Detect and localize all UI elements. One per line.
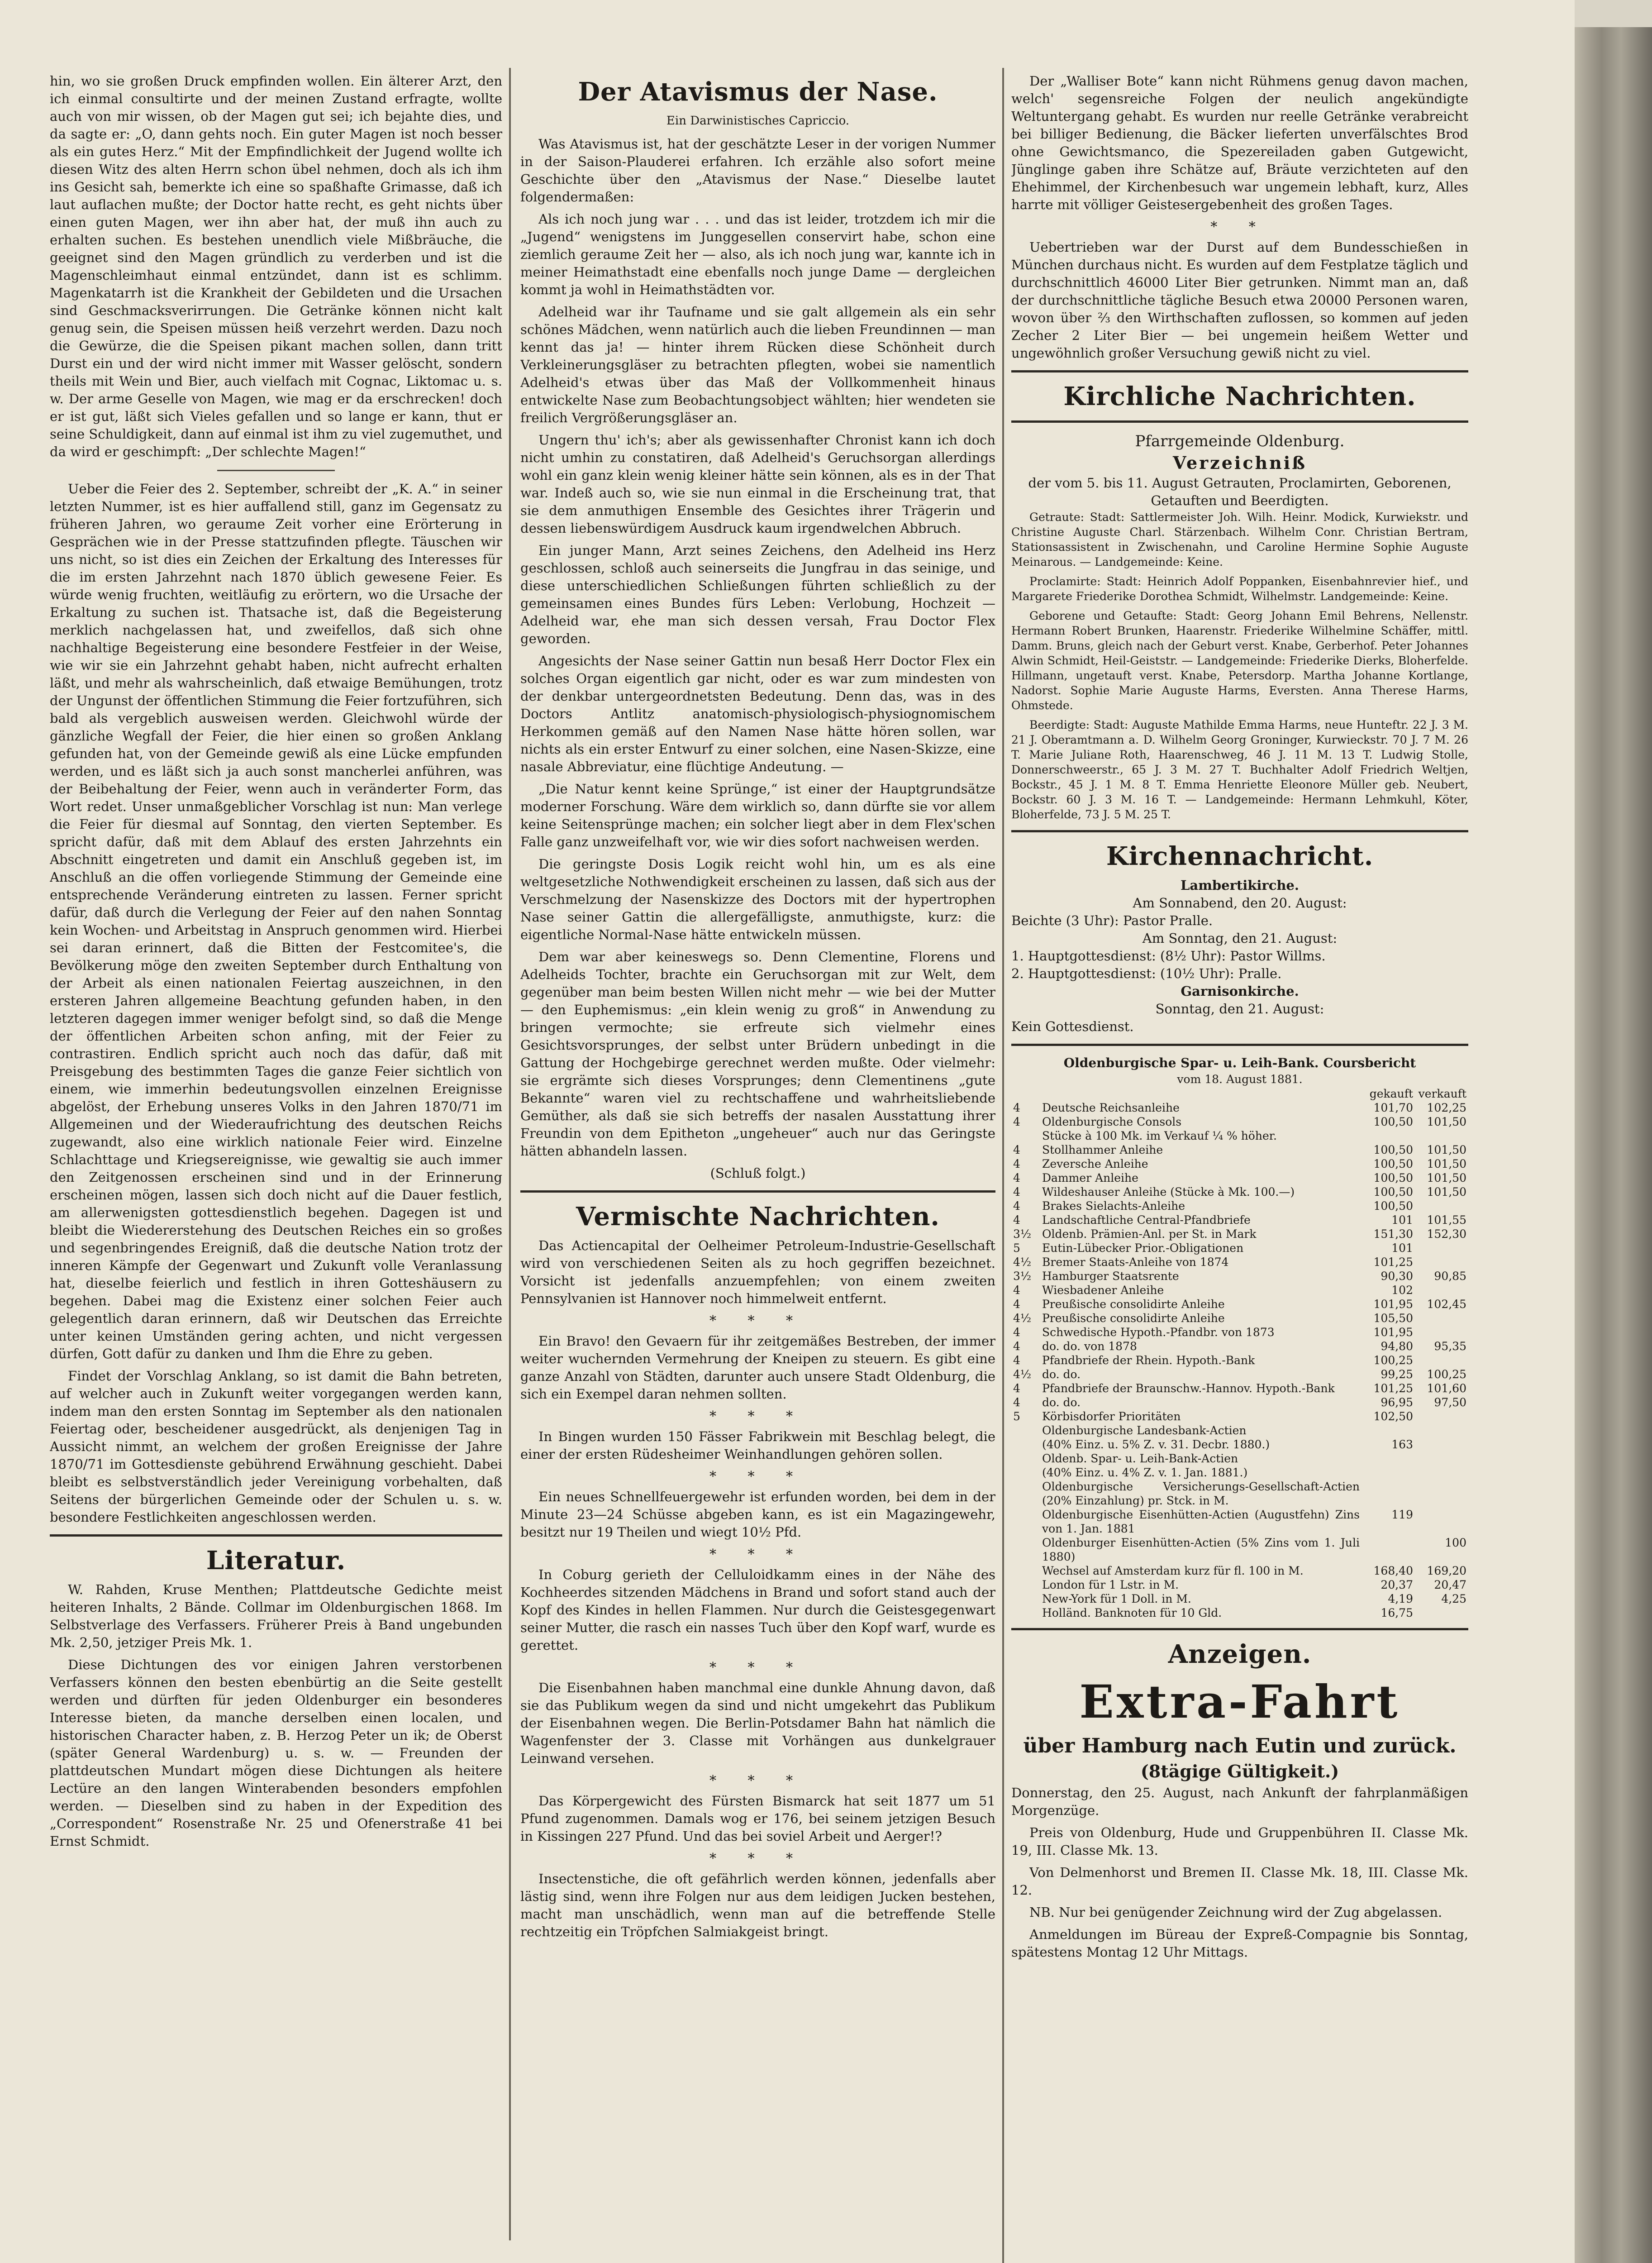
feuilleton-paragraph: Was Atavismus ist, hat der geschätzte Leser in der vorigen Nummer in der Saison-Plauderei erfahren. Ich erzähle also sofort meine Geschichte über den „Atavismus der Nase.“ Dieselbe lautet folgendermaßen: <box>520 136 995 205</box>
news-item: Ein Bravo! den Gevaern für ihr zeitgemäßes Bestreben, der immer weiter wuchernden Vermehrung der Kneipen zu steuern. Es gibt eine ganze Anzahl von Städten, darunter auch unsere Stadt Oldenburg, die sich ein Exempel daran nehmen sollten. <box>520 1333 995 1402</box>
table-row <box>1011 1185 1468 1199</box>
church-line: Beichte (3 Uhr): Pastor Pralle. <box>1011 913 1213 928</box>
table-row <box>1011 1129 1468 1143</box>
price-sold <box>1415 1241 1468 1255</box>
kirchliche-heading: Kirchliche Nachrichten. <box>1063 382 1416 411</box>
security-name: Stücke à 100 Mk. im Verkauf ¼ % höher. <box>1042 1129 1277 1142</box>
price-sold: 100,25 <box>1427 1368 1466 1381</box>
table-row <box>1011 1143 1468 1157</box>
table-row <box>1011 1311 1468 1325</box>
feuilleton-subheading: Ein Darwinistisches Capriccio. <box>666 114 850 128</box>
section-divider <box>1011 1628 1468 1630</box>
price-sold <box>1415 1423 1468 1437</box>
price-sold: 101,55 <box>1427 1213 1466 1227</box>
security-name: do. do. von 1878 <box>1042 1340 1137 1353</box>
table-row <box>1011 1101 1468 1115</box>
rate-percent: 3½ <box>1013 1270 1032 1283</box>
price-sold: 169,20 <box>1427 1564 1466 1577</box>
feuilleton-heading: Der Atavismus der Nase. <box>578 77 938 107</box>
section-divider <box>1011 370 1468 372</box>
price-sold <box>1415 1508 1468 1536</box>
rate-percent <box>1011 1466 1040 1480</box>
star-separator: * * * <box>709 1773 807 1789</box>
security-name: Holländ. Banknoten für 10 Gld. <box>1042 1606 1222 1619</box>
rate-percent: 4 <box>1013 1396 1020 1409</box>
price-sold: 101,50 <box>1427 1143 1466 1156</box>
anzeigen-heading: Anzeigen. <box>1168 1639 1312 1669</box>
rate-percent <box>1011 1437 1040 1451</box>
price-sold <box>1415 1606 1468 1620</box>
security-name: Oldenb. Spar- u. Leih-Bank-Actien <box>1042 1452 1238 1465</box>
price-bought: 151,30 <box>1373 1227 1413 1241</box>
security-name: Stollhammer Anleihe <box>1042 1143 1163 1156</box>
security-name: (40% Einz. u. 5% Z. v. 31. Decbr. 1880.) <box>1042 1438 1270 1451</box>
feuilleton-paragraph: „Die Natur kennt keine Sprünge,“ ist einer der Hauptgrundsätze moderner Forschung. Wäre dem wirklich so, dann dürfte sie vor allem keine Seitensprünge machen; ein solcher liegt aber in dem Flex'schen Falle ganz unzweifelhaft vor, wie wir dies sofort nachweisen werden. <box>520 781 995 850</box>
star-separator: * * <box>1210 219 1269 235</box>
book-edge <box>1575 27 1652 2263</box>
security-name: Oldenburger Eisenhütten-Actien (5% Zins vom 1. Juli 1880) <box>1042 1536 1360 1563</box>
security-name: Preußische consolidirte Anleihe <box>1042 1312 1225 1325</box>
star-separator: * * * <box>709 1469 807 1485</box>
column-rule-right <box>1002 68 1004 2263</box>
price-sold: 90,85 <box>1434 1270 1466 1283</box>
news-item: In Coburg gerieth der Celluloidkamm eines in der Nähe des Kochheerdes sitzenden Mädchens in Brand und sofort stand auch der Kopf des Kindes in hellen Flammen. Nur durch die Geistesgegenwart seiner Mutter, die rasch ein nasses Tuch über den Kopf warf, wurde es gerettet. <box>520 1567 995 1653</box>
price-sold: 102,45 <box>1427 1298 1466 1311</box>
rate-percent: 4 <box>1013 1101 1020 1114</box>
security-name: Preußische consolidirte Anleihe <box>1042 1298 1225 1311</box>
table-row <box>1011 1353 1468 1367</box>
price-sold <box>1415 1129 1468 1143</box>
lambertikirche-title: Lambertikirche. <box>1181 878 1299 893</box>
table-row <box>1011 1241 1468 1255</box>
security-name: Wildeshauser Anleihe (Stücke à Mk. 100.—) <box>1042 1185 1295 1198</box>
news-item: Die Eisenbahnen haben manchmal eine dunkle Ahnung davon, daß sie das Publikum wegen da sind und nicht umgekehrt das Publikum der Eisenbahnen wegen. Die Berlin-Potsdamer Bahn hat nämlich die Wagenfenster der 3. Classe mit Vorhängen aus dunkelgrauer Leinwand versehen. <box>520 1680 995 1766</box>
column-2 <box>520 72 995 2263</box>
price-sold: 100 <box>1445 1536 1466 1549</box>
security-name: Pfandbriefe der Rhein. Hypoth.-Bank <box>1042 1354 1255 1367</box>
rate-percent: 4 <box>1013 1115 1020 1128</box>
security-name: Wiesbadener Anleihe <box>1042 1284 1164 1297</box>
literatur-entry: W. Rahden, Kruse Menthen; Plattdeutsche Gedichte meist heiteren Inhalts, 2 Bände. Collmar im Oldenburgischen 1868. Im Selbstverlage des Verfassers. Früherer Preis à Band ungebunden Mk. 2,50, jetziger Preis Mk. 1. <box>50 1582 502 1650</box>
note-line: NB. Nur bei genügender Zeichnung wird der Zug abgelassen. <box>1029 1905 1443 1920</box>
feuilleton-paragraph: Dem war aber keineswegs so. Denn Clementine, Florens und Adelheids Tochter, brachte ein Geruchsorgan mit zur Welt, dem gegenüber man beim besten Willen nicht mehr — wie bei der Mutter — den Euphemismus: „ein klein wenig zu groß“ in Anwendung zu bringen vermochte; sie erfreute sich vielmehr eines Gesichtsvorsprunges, der selbst unter Brüdern unbedingt in die Gattung der Hochgebirge gerechnet werden mußte. Oder vielmehr: sie ergrämte sich dieses Vorsprunges; denn Clementinens „gute Bekannte“ waren viel zu rechtschaffene und wahrheitsliebende Gemüther, als daß sie sich betreffs der nasalen Ausstattung ihrer Freundin von dem Epitheton „ungeheuer“ auch nur das Geringste hätten abhandeln lassen. <box>520 949 995 1159</box>
church-line: 1. Hauptgottesdienst: (8½ Uhr): Pastor Willms. <box>1011 948 1326 964</box>
table-row <box>1011 1171 1468 1185</box>
price-sold: 102,25 <box>1427 1101 1466 1114</box>
table-row <box>1011 1381 1468 1395</box>
rate-percent: 4½ <box>1013 1368 1032 1381</box>
price-sold <box>1415 1437 1468 1451</box>
continuation-note: (Schluß folgt.) <box>710 1165 806 1181</box>
security-name: Oldenb. Prämien-Anl. per St. in Mark <box>1042 1227 1257 1241</box>
table-row <box>1011 1564 1468 1578</box>
table-row <box>1011 1508 1468 1536</box>
price-bought: 105,50 <box>1373 1312 1413 1325</box>
price-bought: 100,50 <box>1373 1185 1413 1198</box>
price-sold <box>1415 1353 1468 1367</box>
column-1 <box>50 72 502 2263</box>
rate-percent <box>1011 1578 1040 1592</box>
security-name: New-York für 1 Doll. in M. <box>1042 1592 1191 1605</box>
registration-line: Anmeldungen im Büreau der Expreß-Compagnie bis Sonntag, spätestens Montag 12 Uhr Mittags. <box>1011 1927 1468 1960</box>
rate-percent <box>1011 1592 1040 1606</box>
rate-percent <box>1011 1480 1040 1508</box>
church-line: Am Sonnabend, den 20. August: <box>1133 895 1347 911</box>
price-bought: 100,50 <box>1373 1199 1413 1213</box>
security-name: do. do. <box>1042 1368 1081 1381</box>
news-item: Das Körpergewicht des Fürsten Bismarck hat seit 1877 um 51 Pfund zugenommen. Damals wog er 176, bei seinem jetzigen Besuch in Kissingen 227 Pfund. Und das bei soviel Arbeit und Aerger!? <box>520 1793 995 1844</box>
rate-percent: 4 <box>1013 1284 1020 1297</box>
proclamirte-list: Proclamirte: Stadt: Heinrich Adolf Poppanken, Eisenbahnrevier hief., und Margarete Friederike Dorothea Schmidt, Wilhelmstr. Landgemeinde: Keine. <box>1011 575 1468 603</box>
news-item: Uebertrieben war der Durst auf dem Bundesschießen in München durchaus nicht. Es wurden auf dem Festplatze täglich und durchschnittlich 46000 Liter Bier getrunken. Nimmt man an, daß der durchschnittliche tägliche Besuch etwa 20000 Personen waren, wovon über ⅔ den Wirthschaften zuflossen, so kommen auf jeden Zecher 2 Liter Bier — bei ungemein heißem Wetter und ungewöhnlich großer Versuchung gewiß nicht zu viel. <box>1011 239 1468 361</box>
price-bought: 100,50 <box>1373 1143 1413 1156</box>
table-row <box>1011 1255 1468 1269</box>
coursbericht-heading: Oldenburgische Spar- u. Leih-Bank. Coursbericht <box>1063 1055 1416 1070</box>
security-name: (40% Einz. u. 4% Z. v. 1. Jan. 1881.) <box>1042 1466 1248 1479</box>
rate-percent: 5 <box>1013 1241 1020 1255</box>
security-name: Dammer Anleihe <box>1042 1171 1138 1184</box>
star-separator: * * * <box>709 1547 807 1562</box>
price-bought <box>1362 1451 1415 1466</box>
rate-percent: 4 <box>1013 1199 1020 1213</box>
security-name: do. do. <box>1042 1396 1081 1409</box>
feuilleton-paragraph: Die geringste Dosis Logik reicht wohl hin, um es als eine weltgesetzliche Nothwendigkeit erscheinen zu lassen, daß sich aus der Verschmelzung der Nasenskizze des Doctors mit der hypertrophen Nase seiner Gattin die allergefälligste, anmuthigste, kurz: die eigentliche Normal-Nase hätte entwickeln müssen. <box>520 856 995 942</box>
price-bought: 101 <box>1391 1213 1413 1227</box>
table-row <box>1011 1423 1468 1437</box>
col-verkauft: verkauft <box>1418 1087 1466 1100</box>
security-name: Bremer Staats-Anleihe von 1874 <box>1042 1256 1229 1269</box>
table-header <box>1011 1087 1468 1101</box>
coursbericht-table <box>1011 1087 1468 1620</box>
pfarrgemeinde-title: Pfarrgemeinde Oldenburg. <box>1135 432 1345 450</box>
price-sold <box>1415 1199 1468 1213</box>
news-item: In Bingen wurden 150 Fässer Fabrikwein mit Beschlag belegt, die einer der ersten Rüdesheimer Weinhandlungen gehören sollen. <box>520 1429 995 1462</box>
rate-percent <box>1011 1423 1040 1437</box>
article-sedan-feier: Ueber die Feier des 2. September, schreibt der „K. A.“ in seiner letzten Nummer, ist es hier auffallend still, ganz im Gegensatz zu früheren Jahren, wo geraume Zeit vorher eine Erörterung in Gesprächen wie in der Presse stattzufinden pflegte. Täuschen wir uns nicht, so ist dies ein Zeichen der Erkaltung des Interesses für die im ersten Jahrzehnt nach 1870 üblich gewesene Feier. Es würde wenig fruchten, weitläufig zu erörtern, wo die Ursache der Erkaltung zu suchen ist. Thatsache ist, daß die Begeisterung merklich nachgelassen hat, und zweifellos, daß sich ohne nachhaltige Begeisterung eine besondere Festfeier in der Weise, wie wir sie ein Jahrzehnt gehabt haben, nicht aufrecht erhalten läßt, und mehr als wahrscheinlich, daß etwaige Bemühungen, trotz der Ungunst der öffentlichen Stimmung die Feier fortzuführen, sich bald als vergeblich ausweisen werden. Gleichwohl würde der gänzliche Wegfall der Feier, die hier einen so großen Anklang gefunden hat, von der Gemeinde gewiß als eine Lücke empfunden werden, und es läßt sich ja auch sonst mancherlei anführen, was der Beibehaltung der Feier, wenn auch in veränderter Form, das Wort redet. Unser unmaßgeblicher Vorschlag ist nun: Man verlege die Feier für diesmal auf Sonntag, den vierten September. Es spricht dafür, daß mit dem Ablauf des ersten Jahrzehnts ein Abschnitt eingetreten und damit ein Anschluß gegeben ist, im Anschluß an die offen vorliegende Stimmung der Gemeinde eine entsprechende Veränderung eintreten zu lassen. Ferner spricht dafür, daß durch die Verlegung der Feier auf den nahen Sonntag kein Wochen- und Arbeitstag in Anspruch genommen wird. Hierbei sei daran erinnert, daß die Bitten der Festcomitee's, die Bevölkerung möge den zweiten September durch Enthaltung von der Arbeit als einen nationalen Feiertag auszeichnen, in den ersteren Jahren allgemeine Beachtung gefunden haben, in den letzteren dagegen immer weniger befolgt sind, so daß die Menge der öffentlichen Arbeiten schon anfing, mit der Feier zu contrastiren. Endlich spricht auch noch das dafür, daß mit Preisgebung des bestimmten Tages die ganze Feier sichtlich von einem, wie immerhin bedeutungsvollen einzelnen Ereignisse abgelöst, der Erhebung unseres Volks in den Jahren 1870/71 im Allgemeinen und der Wiederaufrichtung des deutschen Reichs zugewandt, also eine wirklich nationale Feier wird. Einzelne Schlachttage und Kriegsereignisse, wie gewaltig sie auch immer den Zeitgenossen erscheinen sind und in der Erinnerung erscheinen mögen, lassen sich doch nicht auf die Dauer festlich, am allerwenigsten gottesdienstlich begehen. Dagegen ist und bleibt die Wiedererstehung des Deutschen Reiches ein so großes und segenbringendes Ereigniß, daß die deutsche Nation trotz der inneren Kämpfe der Gegenwart und Zukunft volle Veranlassung hat, dieselbe feierlich und festlich in ihren Gotteshäusern zu begehen. Dabei mag die Existenz einer solchen Feier auch gelegentlich daran erinnern, daß wir Deutschen das Erreichte unter keinen Umständen gering achten, und nicht vergessen dürfen, Gott dafür zu danken und Ihm die Ehre zu geben. <box>50 481 502 1361</box>
price-sold: 97,50 <box>1434 1396 1466 1409</box>
price-bought: 100,50 <box>1373 1157 1413 1170</box>
security-name: Oldenburgische Consols <box>1042 1115 1182 1128</box>
table-row <box>1011 1297 1468 1311</box>
church-line: Kein Gottesdienst. <box>1011 1019 1134 1034</box>
price-bought: 101,25 <box>1373 1256 1413 1269</box>
price-sold: 101,50 <box>1427 1171 1466 1184</box>
table-row <box>1011 1283 1468 1297</box>
rate-percent: 5 <box>1013 1410 1020 1423</box>
section-divider <box>1011 420 1468 423</box>
article-sedan-feier-cont: Findet der Vorschlag Anklang, so ist damit die Bahn betreten, auf welcher auch in Zukunft weiter vorgegangen werden kann, indem man den ersten Sonntag im September als den nationalen Feiertag oder, bescheidener ausgedrückt, als denjenigen Tag in Aussicht nimmt, an welchem der großen Ereignisse der Jahre 1870/71 im Gottesdienste gebührend Erwähnung geschieht. Dabei bleibt es selbstverständlich jeder Vereinigung vorbehalten, daß Seitens der bürgerlichen Gemeinde oder der Schulen u. s. w. besondere Festlichkeiten angeschlossen werden. <box>50 1368 502 1525</box>
price-sold: 4,25 <box>1441 1592 1466 1605</box>
price-bought <box>1362 1536 1415 1564</box>
price-sold: 101,60 <box>1427 1382 1466 1395</box>
separator <box>217 470 335 471</box>
article-magen-end: hin, wo sie großen Druck empfinden wollen. Ein älterer Arzt, den ich einmal consultirte und der meinen Zustand erfragte, wollte auch von mir wissen, ob der Magen gut sei; ich bejahte dies, und da sagte er: „O, dann gehts noch. Ein guter Magen ist noch besser als ein gutes Herz.“ Mit der Empfindlichkeit der Jugend wollte ich diesen Witz des alten Herrn schon übel nehmen, doch als ich ihm ins Gesicht sah, bemerkte ich eine so spaßhafte Grimasse, daß ich laut auflachen mußte; der Doctor hatte recht, es geht nichts über einen guten Magen, wer ihn aber hat, der muß ihn auch zu erhalten suchen. Es bestehen unendlich viele Mißbräuche, die geeignet sind den Magen gründlich zu verderben und ist die Magenschleimhaut einmal entzündet, dann ist es schlimm. Magenkatarrh ist die Krankheit der Gebildeten und die Ursachen sind Geschmacksverirrungen. Die Getränke können nicht kalt genug sein, die Speisen müssen heiß verzehrt werden. Dazu noch die Gewürze, die die Speisen pikant machen sollen, dann tritt Durst ein und der wird nicht immer mit Wasser gelöscht, sondern theils mit Wein und Bier, auch vielfach mit Cognac, Liktomac u. s. w. Der arme Geselle von Magen, wie mag er da erschrecken! doch er ist gut, läßt sich Vieles gefallen und so lange er kann, thut er seine Schuldigkeit, dann auf einmal ist ihm zu viel zugemuthet, und da wird er geschimpft: „Der schlechte Magen!“ <box>50 73 502 459</box>
table-row <box>1011 1339 1468 1353</box>
price-bought: 96,95 <box>1381 1396 1413 1409</box>
price-bought: 101,95 <box>1373 1298 1413 1311</box>
table-row <box>1011 1536 1468 1564</box>
table-row <box>1011 1157 1468 1171</box>
price-bought: 168,40 <box>1373 1564 1413 1577</box>
price-bought: 102 <box>1391 1284 1413 1297</box>
table-row <box>1011 1367 1468 1381</box>
rate-percent: 4 <box>1013 1171 1020 1184</box>
kirchennachricht-heading: Kirchennachricht. <box>1106 841 1374 871</box>
price-bought: 100,25 <box>1373 1354 1413 1367</box>
security-name: London für 1 Lstr. in M. <box>1042 1578 1179 1591</box>
table-row <box>1011 1269 1468 1283</box>
price-sold <box>1415 1325 1468 1339</box>
rate-percent: 4 <box>1013 1382 1020 1395</box>
price-bought: 4,19 <box>1388 1592 1413 1605</box>
star-separator: * * * <box>709 1851 807 1867</box>
feuilleton-paragraph: Angesichts der Nase seiner Gattin nun besaß Herr Doctor Flex ein solches Organ eigentlich gar nicht, oder es war zum mindesten von der denkbar untergeordnetsten Bedeutung. Denn das, was in des Doctors Antlitz anatomisch-physiologisch-physiognomischem Herkommen gemäß auf den Namen Nase hätte hören sollen, war nichts als ein erster Entwurf zu einer solchen, eine Nasen-Skizze, eine nasale Abbreviatur, eine flüchtige Andeutung. — <box>520 653 995 774</box>
price-line: Von Delmenhorst und Bremen II. Classe Mk. 18, III. Classe Mk. 12. <box>1011 1865 1468 1898</box>
departure-date: Donnerstag, den 25. August, nach Ankunft der fahrplanmäßigen Morgenzüge. <box>1011 1785 1468 1818</box>
rate-percent <box>1011 1606 1040 1620</box>
verzeichnis-subtitle: der vom 5. bis 11. August Getrauten, Proclamirten, Geborenen, Getauften und Beerdigten. <box>1028 475 1452 508</box>
table-row <box>1011 1592 1468 1606</box>
rate-percent <box>1011 1451 1040 1466</box>
price-bought: 101,25 <box>1373 1382 1413 1395</box>
church-line: Garnisonkirche. <box>1181 983 1299 999</box>
price-bought: 101,70 <box>1373 1101 1413 1114</box>
feuilleton-paragraph: Ein junger Mann, Arzt seines Zeichens, den Adelheid ins Herz geschlossen, schloß auch seinerseits die Jungfrau in das seinige, und diese unterschiedlichen Schließungen führten schließlich zu der gemeinsamen eines Bundes fürs Leben: Verlobung, Hochzeit — Adelheid war, ehe man sich dessen versah, Frau Doctor Flex geworden. <box>520 543 995 646</box>
price-line: Preis von Oldenburg, Hude und Gruppenbühren II. Classe Mk. 19, III. Classe Mk. 13. <box>1011 1825 1468 1858</box>
col-gekauft: gekauft <box>1369 1087 1413 1100</box>
coursbericht-rows <box>1011 1101 1468 1620</box>
section-divider <box>50 1534 502 1537</box>
table-row <box>1011 1325 1468 1339</box>
table-row <box>1011 1199 1468 1213</box>
price-sold <box>1415 1466 1468 1480</box>
getraute-list: Getraute: Stadt: Sattlermeister Joh. Wilh. Heinr. Modick, Kurwiekstr. und Christine Auguste Charl. Stärzenbach. Wilhelm Conr. Christian Bertram, Stationsassistent in Zwischenahn, und Caroline Hermine Sophie Auguste Meinarous. — Landgemeinde: Keine. <box>1011 511 1468 568</box>
table-row <box>1011 1480 1468 1508</box>
news-item: Ein neues Schnellfeuergewehr ist erfunden worden, bei dem in der Minute 23—24 Schüsse abgeben kann, es ist ein Magazingewehr, besitzt nur 19 Theilen und wiegt 10½ Pfd. <box>520 1489 995 1540</box>
rate-percent: 4 <box>1013 1157 1020 1170</box>
price-sold: 95,35 <box>1434 1340 1466 1353</box>
price-sold: 101,50 <box>1427 1157 1466 1170</box>
security-name: Schwedische Hypoth.-Pfandbr. von 1873 <box>1042 1326 1275 1339</box>
price-bought: 94,80 <box>1381 1340 1413 1353</box>
table-row <box>1011 1227 1468 1241</box>
security-name: Oldenburgische Landesbank-Actien <box>1042 1424 1247 1437</box>
security-name: Landschaftliche Central-Pfandbriefe <box>1042 1213 1251 1227</box>
price-sold <box>1415 1283 1468 1297</box>
table-row <box>1011 1395 1468 1409</box>
literatur-review: Diese Dichtungen des vor einigen Jahren verstorbenen Verfassers können den besten ebenbürtig an die Seite gestellt werden und dürften für jeden Oldenburger ein besonderes Interesse bieten, da manche derselben einen localen, und historischen Character haben, z. B. Herzog Peter un ik; de Oberst (später General Wardenburg) u. s. w. — Freunden der plattdeutschen Mundart mögen diese Dichtungen als heitere Lectüre an den langen Winterabenden besonders empfohlen werden. — Dieselben sind zu haben in der Expedition des „Correspondent“ Rosenstraße Nr. 25 und Ofenerstraße 41 bei Ernst Schmidt. <box>50 1657 502 1849</box>
section-divider <box>1011 1044 1468 1046</box>
table-row <box>1011 1451 1468 1466</box>
rate-percent: 4 <box>1013 1354 1020 1367</box>
literatur-heading: Literatur. <box>206 1546 346 1576</box>
rate-percent: 4 <box>1013 1185 1020 1198</box>
rate-percent <box>1011 1564 1040 1578</box>
price-sold: 152,30 <box>1427 1227 1466 1241</box>
security-name: Pfandbriefe der Braunschw.-Hannov. Hypoth.-Bank <box>1042 1382 1335 1395</box>
section-divider <box>520 1190 995 1193</box>
star-separator: * * * <box>709 1660 807 1676</box>
rate-percent: 4 <box>1013 1298 1020 1311</box>
rate-percent: 4 <box>1013 1340 1020 1353</box>
price-bought: 90,30 <box>1381 1270 1413 1283</box>
price-sold <box>1415 1409 1468 1423</box>
route-line: über Hamburg nach Eutin und zurück. <box>1023 1734 1457 1757</box>
geborene-list: Geborene und Getaufte: Stadt: Georg Johann Emil Behrens, Nellenstr. Hermann Robert Brunken, Haarenstr. Friederike Wilhelmine Schäffer, mittl. Damm. Bruns, gleich nach der Geburt verst. Knabe, Gerberhof. Peter Johannes Alwin Schmidt, Heil-Geiststr. — Landgemeinde: Friederike Dierks, Bloherfelde. Hillmann, ungetauft verst. Knabe, Petersdorp. Martha Johanne Kortlange, Nadorst. Sophie Marie Auguste Harms, Eversten. Anna Therese Harms, Ohmstede. <box>1011 609 1468 712</box>
price-sold: 20,47 <box>1434 1578 1466 1591</box>
rate-percent <box>1011 1536 1040 1564</box>
security-name: Brakes Sielachts-Anleihe <box>1042 1199 1185 1213</box>
price-bought <box>1362 1466 1415 1480</box>
price-bought <box>1362 1129 1415 1143</box>
security-name: Eutin-Lübecker Prior.-Obligationen <box>1042 1241 1244 1255</box>
table-row <box>1011 1466 1468 1480</box>
rate-percent <box>1011 1508 1040 1536</box>
rate-percent: 4 <box>1013 1143 1020 1156</box>
price-sold <box>1415 1480 1468 1508</box>
column-rule-left <box>509 68 511 2240</box>
news-item: Der „Walliser Bote“ kann nicht Rühmens genug davon machen, welch' segensreiche Folgen der neulich angekündigte Weltuntergang gehabt. Es wurden nur reelle Getränke verabreicht bei billiger Bedienung, die Bäcker lieferten unverfälschtes Brod ohne Gewichtsmanco, die Spezereiladen gaben Gutgewicht, Jünglinge gaben ihre Schätze auf, Bräute verzichteten auf den Ehehimmel, der Kirchenbesuch war ungemein lebhaft, kurz, Alles harrte mit völliger Geistesergebenheit des großen Tages. <box>1011 73 1468 212</box>
vermischte-heading: Vermischte Nachrichten. <box>576 1202 940 1232</box>
church-line: Sonntag, den 21. August: <box>1155 1001 1324 1017</box>
table-row <box>1011 1409 1468 1423</box>
price-bought: 16,75 <box>1381 1606 1413 1619</box>
news-item: Insectenstiche, die oft gefährlich werden können, jedenfalls aber lästig sind, wenn ihre Folgen nur aus dem leidigen Jucken bestehen, macht man unschädlich, wenn man auf die betreffende Stelle rechtzeitig ein Tröpfchen Salmiakgeist bringt. <box>520 1871 995 1939</box>
coursbericht-date: vom 18. August 1881. <box>1177 1073 1303 1086</box>
beerdigte-list: Beerdigte: Stadt: Auguste Mathilde Emma Harms, neue Hunteftr. 22 J. 3 M. 21 J. Oberamtmann a. D. Wilhelm Georg Groninger, Kurwieckstr. 70 J. 7 M. 26 T. Marie Juliane Roth, Haarenschweg, 46 J. 11 M. 13 T. Ludwig Stolle, Donnerschweerstr., 65 J. 3 M. 27 T. Buchhalter Adolf Friedrich Weltjen, Bockstr., 45 J. 1 M. 8 T. Emma Henriette Eleonore Müller geb. Neubert, Bockstr. 60 J. 3 M. 16 T. — Landgemeinde: Hermann Lehmkuhl, Köter, Bloherfelde, 73 J. 5 M. 25 T. <box>1011 718 1468 821</box>
star-separator: * * * <box>709 1408 807 1424</box>
table-row <box>1011 1606 1468 1620</box>
table-row <box>1011 1115 1468 1129</box>
price-bought: 163 <box>1391 1438 1413 1451</box>
rate-percent: 3½ <box>1013 1227 1032 1241</box>
price-sold <box>1415 1255 1468 1269</box>
price-sold: 101,50 <box>1427 1115 1466 1128</box>
price-bought: 119 <box>1391 1508 1413 1521</box>
price-bought: 101 <box>1391 1241 1413 1255</box>
price-bought: 100,50 <box>1373 1115 1413 1128</box>
price-bought: 20,37 <box>1381 1578 1413 1591</box>
security-name: Deutsche Reichsanleihe <box>1042 1101 1180 1114</box>
table-row <box>1011 1437 1468 1451</box>
price-bought: 102,50 <box>1373 1410 1413 1423</box>
security-name: Zeversche Anleihe <box>1042 1157 1148 1170</box>
security-name: Hamburger Staatsrente <box>1042 1270 1179 1283</box>
price-bought: 101,95 <box>1373 1326 1413 1339</box>
price-sold <box>1415 1451 1468 1466</box>
table-row <box>1011 1578 1468 1592</box>
security-name: Körbisdorfer Prioritäten <box>1042 1410 1181 1423</box>
rate-percent: 4 <box>1013 1213 1020 1227</box>
extra-fahrt-title: Extra-Fahrt <box>1079 1675 1400 1728</box>
security-name: Oldenburgische Versicherungs-Gesellschaft-Actien (20% Einzahlung) pr. Stck. in M. <box>1042 1480 1360 1507</box>
price-sold <box>1415 1311 1468 1325</box>
table-row <box>1011 1213 1468 1227</box>
validity-line: (8tägige Gültigkeit.) <box>1140 1761 1339 1781</box>
price-bought <box>1362 1480 1415 1508</box>
price-bought <box>1362 1423 1415 1437</box>
feuilleton-paragraph: Adelheid war ihr Taufname und sie galt allgemein als ein sehr schönes Mädchen, wenn natürlich auch die lieben Freundinnen — man kennt das ja! — hinter ihrem Rücken diese Schönheit durch Verkleinerungsgläser zu betrachten pflegten, wobei sie namentlich Adelheid's etwas über das Maß der Vollkommenheit hinaus entwickelte Nase zum Beobachtungsobject wählten; hier wendeten sie freilich Vergrößerungsgläser an. <box>520 304 995 425</box>
price-sold: 101,50 <box>1427 1185 1466 1198</box>
security-name: Wechsel auf Amsterdam kurz für fl. 100 in M. <box>1042 1564 1304 1577</box>
feuilleton-paragraph: Ungern thu' ich's; aber als gewissenhafter Chronist kann ich doch nicht umhin zu constatiren, daß Adelheid's Geruchsorgan allerdings wohl ein ganz klein wenig kleiner hätte sein können, als es in der That war. Indeß auch so, wie sie nun einmal in die Erscheinung trat, that sie dem anmuthigen Ensemble des Gesichtes ihrer Trägerin und dessen liebenswürdigem Ausdruck kaum irgendwelchen Abbruch. <box>520 432 995 536</box>
rate-percent: 4½ <box>1013 1312 1032 1325</box>
column-3 <box>1011 72 1468 2263</box>
verzeichnis-title: Verzeichniß <box>1172 453 1307 473</box>
news-item: Das Actiencapital der Oelheimer Petroleum-Industrie-Gesellschaft wird von verschiedenen Seiten als zu hoch gegriffen bezeichnet. Vorsicht ist jedenfalls anzuempfehlen; von einem zweiten Pennsylvanien ist Hannover noch himmelweit entfernt. <box>520 1238 995 1306</box>
rate-percent: 4 <box>1013 1326 1020 1339</box>
church-line: 2. Hauptgottesdienst: (10½ Uhr): Pralle. <box>1011 966 1282 981</box>
security-name: Oldenburgische Eisenhütten-Actien (Augustfehn) Zins von 1. Jan. 1881 <box>1042 1508 1360 1535</box>
church-line: Am Sonntag, den 21. August: <box>1142 931 1338 946</box>
price-bought: 99,25 <box>1381 1368 1413 1381</box>
feuilleton-paragraph: Als ich noch jung war . . . und das ist leider, trotzdem ich mir die „Jugend“ wenigstens im Junggesellen conservirt habe, schon eine ziemlich geraume Zeit her — also, als ich noch jung war, kannte ich in meiner Heimathstadt eine ebenfalls noch junge Dame — dergleichen kommt ja wohl in Heimathstädten vor. <box>520 211 995 297</box>
star-separator: * * * <box>709 1313 807 1329</box>
price-bought: 100,50 <box>1373 1171 1413 1184</box>
rate-percent: 4½ <box>1013 1256 1032 1269</box>
section-divider <box>1011 830 1468 832</box>
rate-percent <box>1011 1129 1040 1143</box>
